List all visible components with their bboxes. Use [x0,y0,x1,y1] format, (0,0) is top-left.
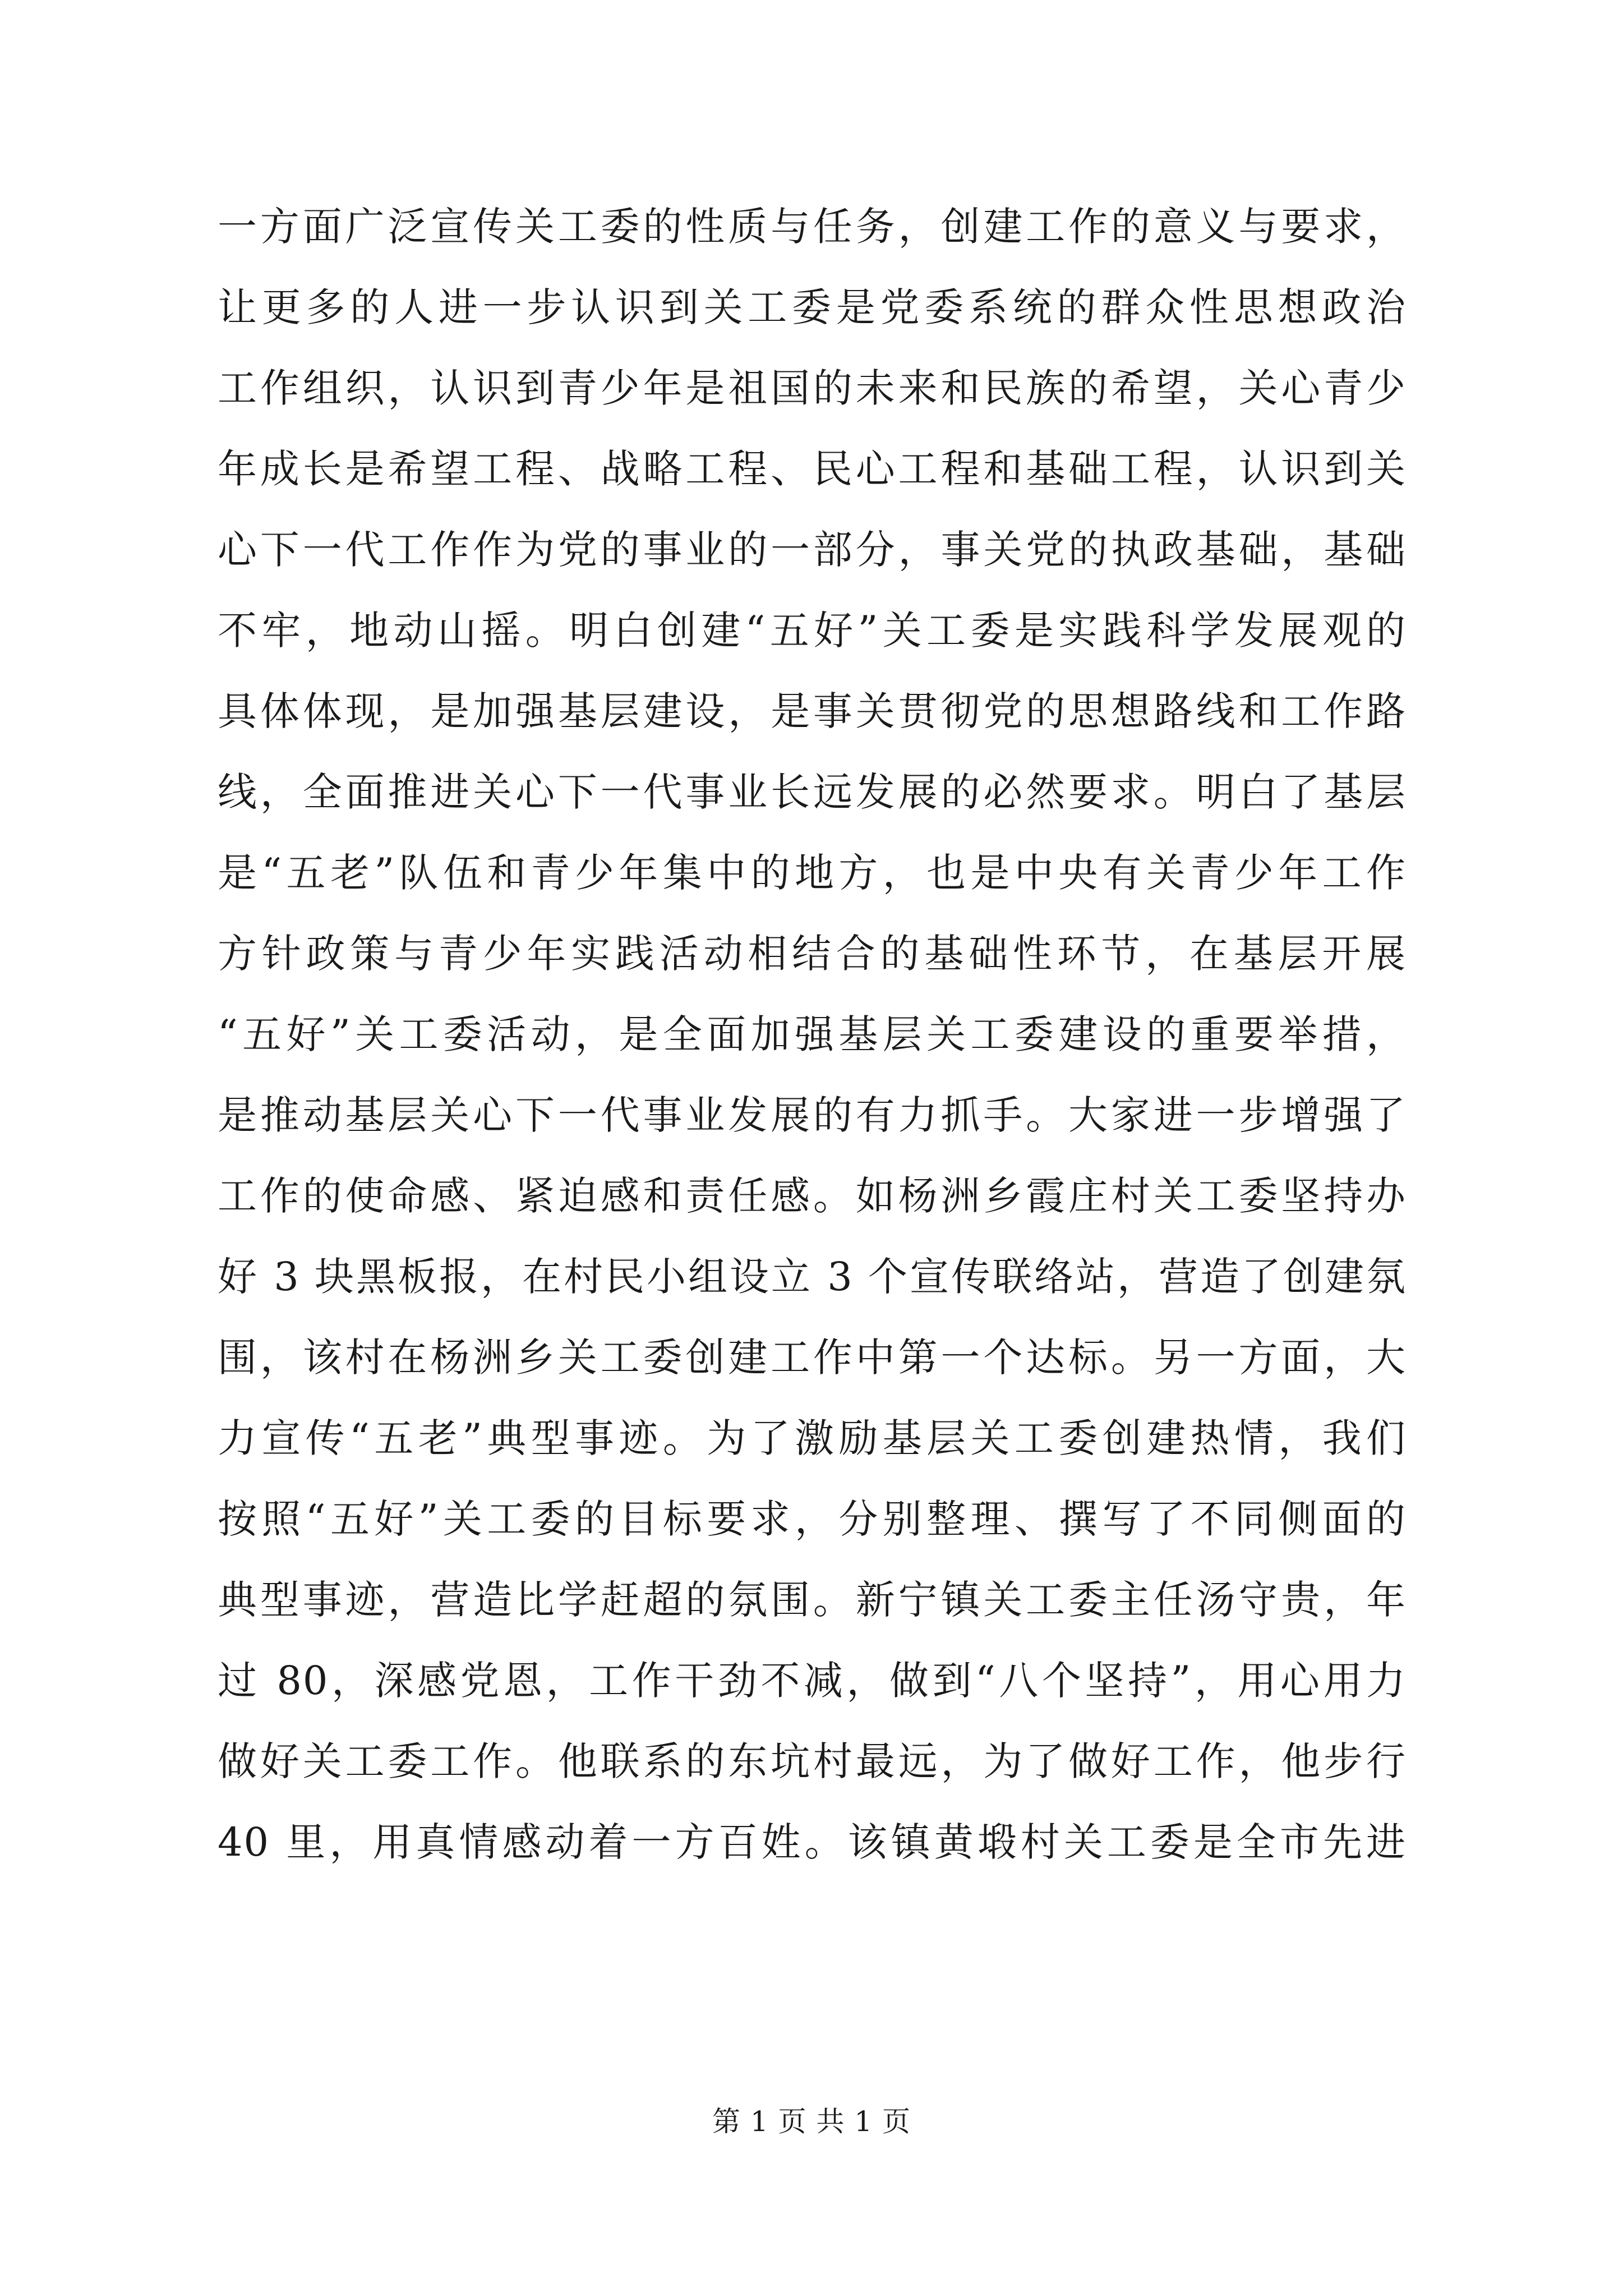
text-line: 让更多的人进一步认识到关工委是党委系统的群众性思想政治 [218,284,1407,330]
text-line: 是“五老”队伍和青少年集中的地方，也是中央有关青少年工作 [218,850,1407,896]
text-line: 40 里，用真情感动着一方百姓。该镇黄塅村关工委是全市先进 [218,1819,1407,1865]
text-line: 是推动基层关心下一代事业发展的有力抓手。大家进一步增强了 [218,1092,1407,1138]
body-text [218,186,1407,1883]
text-line: 过 80，深感党恩，工作干劲不减，做到“八个坚持”，用心用力 [218,1658,1407,1704]
text-line: 好 3 块黑板报，在村民小组设立 3 个宣传联络站，营造了创建氛 [218,1254,1407,1300]
text-line: 按照“五好”关工委的目标要求，分别整理、撰写了不同侧面的 [218,1496,1407,1542]
page-number-footer: 第 1 页 共 1 页 [712,2105,911,2138]
text-line: 工作的使命感、紧迫感和责任感。如杨洲乡霞庄村关工委坚持办 [218,1173,1407,1219]
text-line: 具体体现，是加强基层建设，是事关贯彻党的思想路线和工作路 [218,688,1407,734]
text-line: 力宣传“五老”典型事迹。为了激励基层关工委创建热情，我们 [218,1415,1407,1461]
text-line: 年成长是希望工程、战略工程、民心工程和基础工程，认识到关 [218,446,1407,492]
text-line: “五好”关工委活动，是全面加强基层关工委建设的重要举措， [218,1011,1407,1057]
text-line: 方针政策与青少年实践活动相结合的基础性环节，在基层开展 [218,931,1407,977]
text-line: 做好关工委工作。他联系的东坑村最远，为了做好工作，他步行 [218,1738,1407,1784]
text-line: 典型事迹，营造比学赶超的氛围。新宁镇关工委主任汤守贵，年 [218,1577,1407,1623]
text-line: 围，该村在杨洲乡关工委创建工作中第一个达标。另一方面，大 [218,1335,1407,1381]
text-line: 工作组织，认识到青少年是祖国的未来和民族的希望，关心青少 [218,365,1407,411]
text-line: 心下一代工作作为党的事业的一部分，事关党的执政基础，基础 [218,527,1407,573]
text-line: 不牢，地动山摇。明白创建“五好”关工委是实践科学发展观的 [218,608,1407,654]
text-line: 线，全面推进关心下一代事业长远发展的必然要求。明白了基层 [218,769,1407,815]
text-line: 一方面广泛宣传关工委的性质与任务，创建工作的意义与要求， [218,204,1407,250]
